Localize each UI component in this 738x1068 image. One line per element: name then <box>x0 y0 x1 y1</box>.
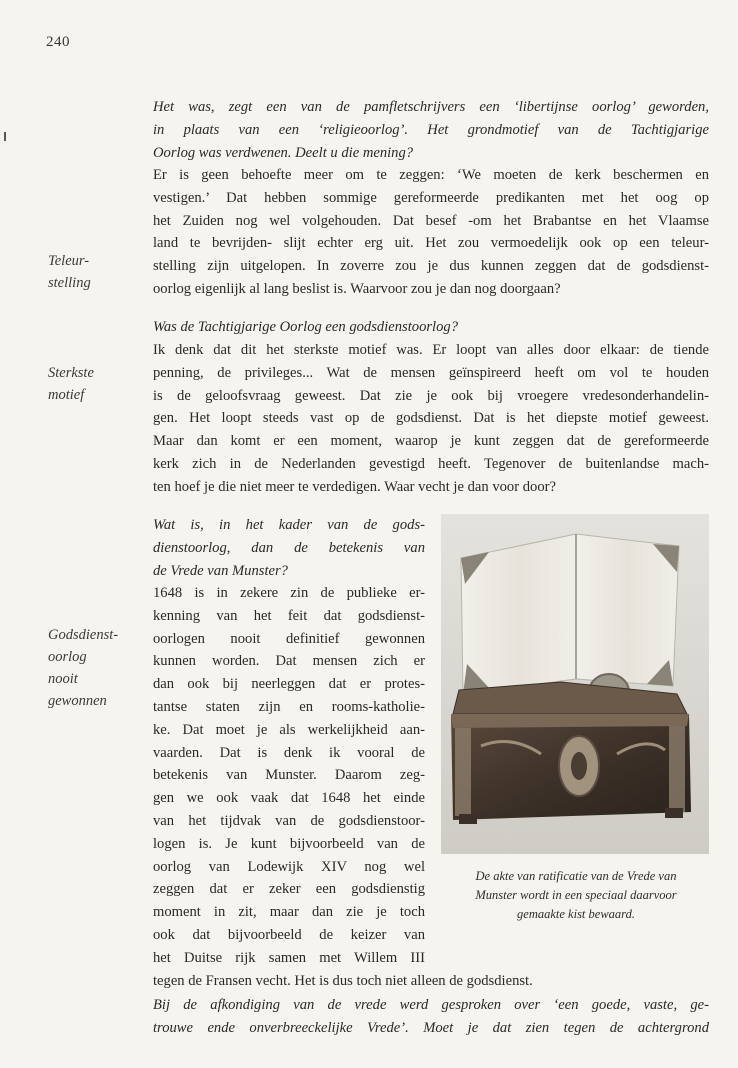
photo-caption: De akte van ratificatie van de Vrede van Munster wordt in een speciaal daarvoor gemaakte kist bewaard. <box>475 869 677 921</box>
margin-note-teleurstelling: Teleur- stelling <box>48 253 91 291</box>
margin-note-godsdienstoorlog: Godsdienst- oorlog nooit gewonnen <box>48 627 119 709</box>
page-number: 240 <box>46 34 70 50</box>
margin-note-sterkste-motief: Sterkste motief <box>48 365 94 403</box>
question-4: Bij de afkondiging van de vrede werd gesproken over ‘een goede, vaste, ge- trouwe ende onverbreeckelijke Vrede’. Moet je dat zien tegen de achtergrond <box>153 997 709 1036</box>
answer-3: 1648 is in zekere zin de publieke er- kenning van het feit dat godsdienst- oorlogen nooit definitief gewonnen kunnen worden. Dat mensen zich er dan ook bij neerleggen dat er protes- tantse staten zijn en rooms-katholie- ke. Dat moet je als werkelijkheid aan- vaarden. Dat is denk ik vooral de betekenis van Munster. Daarom zeg- gen we ook vaak dat 1648 het einde van het tijdvak van de godsdienstoor- logen is. Je kunt bijvoorbeeld van de oorlog van Lodewijk XIV nog wel zeggen dat er zeker een godsdienstig moment in zit, maar dan zie je toch ook dat bijvoorbeeld de keizer van het Duitse rijk samen met Willem III tegen de Fransen vecht. Het is dus toch niet alleen de godsdienst. <box>153 585 533 989</box>
answer-2: Ik denk dat dit het sterkste motief was. Er loopt van alles door elkaar: de tiende penning, de privileges... Wat de mensen geïnspireerd heeft om vol te houden is de geloofsvraag geweest. Dat zie je ook bij vroegere vredesonderhandelin- gen. Het loopt steeds vast op de godsdienst. Dat is het diepste motief geweest. Maar dan komt er een moment, waarop je kunt zeggen dat de gereformeerde kerk zich in de Nederlanden gevestigd heeft. Tegenover de buitenlandse mach- ten hoef je die niet meer te verdedigen. Waar vecht je dan voor door? <box>153 342 709 495</box>
page-edge-mark <box>4 132 6 141</box>
question-1: Het was, zegt een van de pamfletschrijvers een ‘libertijnse oorlog’ geworden, in plaats van een ‘religieoorlog’. Het grondmotief van de Tachtigjarige Oorlog was verdwenen. Deelt u die mening? <box>153 99 709 161</box>
question-2: Was de Tachtigjarige Oorlog een godsdienstoorlog? <box>153 319 458 335</box>
ratification-chest-photo <box>441 514 709 854</box>
answer-1: Er is geen behoefte meer om te zeggen: ‘We moeten de kerk beschermen en vestigen.’ Dat hebben sommige gereformeerde predikanten met het oog op het Zuiden nog wel volgehouden. Dat besef -om het Brabantse en het Vlaamse land te bevrijden- slijt echter erg uit. Het zou vermoedelijk ook op een teleur- stelling zijn uitgelopen. In zoverre zou je dus kunnen zeggen dat de godsdienst- oorlog eigenlijk al lang beslist is. Waarvoor zou je dan nog doorgaan? <box>153 167 709 297</box>
question-3: Wat is, in het kader van de gods- dienstoorlog, dan de betekenis van de Vrede van Munster? <box>153 517 425 579</box>
chest-illustration <box>441 514 709 854</box>
